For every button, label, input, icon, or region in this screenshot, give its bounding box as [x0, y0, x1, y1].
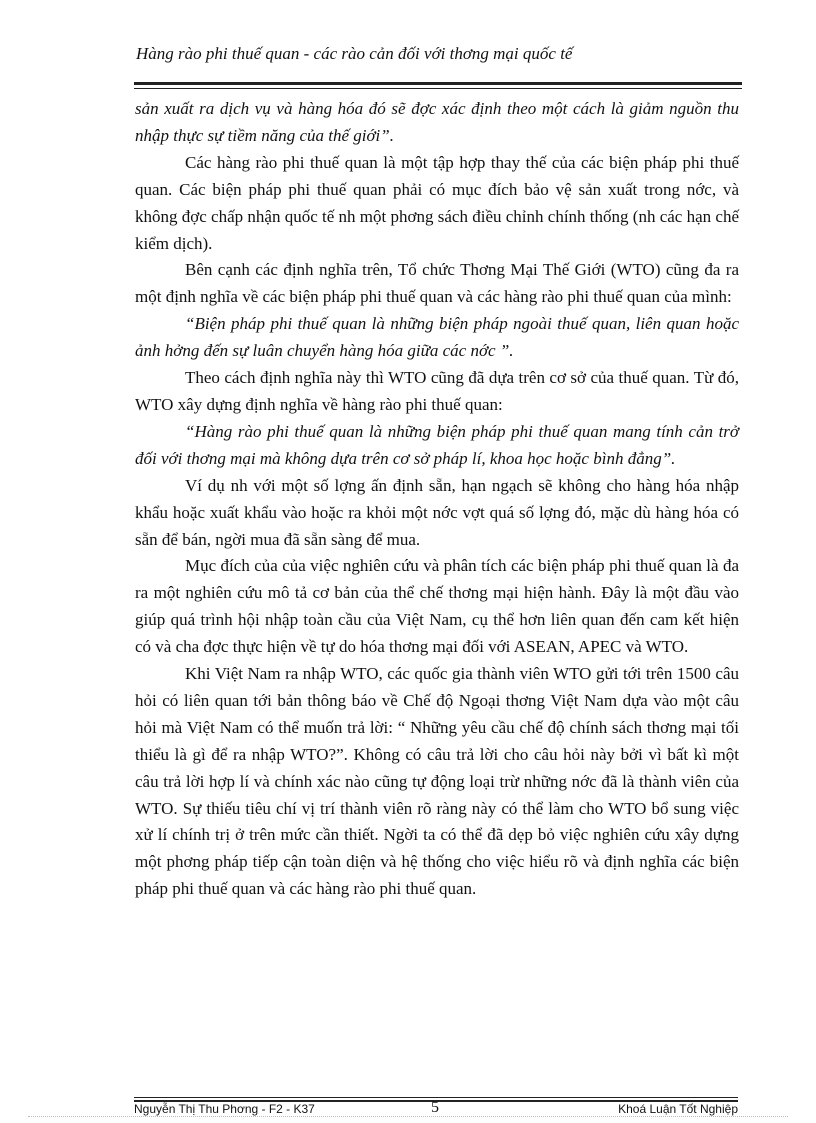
footer-document-type: Khoá Luận Tốt Nghiệp — [618, 1102, 738, 1116]
header-divider-thin — [134, 88, 742, 89]
paragraph-ntb-definition: Các hàng rào phi thuế quan là một tập hợp thay thế của các biện pháp phi thuế quan. Các biện pháp phi thuế quan phải có mục đích bảo vệ sản xuất trong nớc, và không đợc chấp nhận quốc tế nh một phơng sách điều chỉnh chính thống (nh các hạn chế kiểm dịch). — [135, 152, 739, 253]
paragraph-quota-example: Ví dụ nh với một số lợng ấn định sẵn, hạn ngạch sẽ không cho hàng hóa nhập khẩu hoặc xuất khẩu vào hoặc ra khỏi một nớc vợt quá số lợng đó, mặc dù hàng hóa có sẵn để bán, ngời mua đã sẵn sàng để mua. — [135, 475, 739, 549]
paragraph-wto-intro: Bên cạnh các định nghĩa trên, Tổ chức Thơng Mại Thế Giới (WTO) cũng đa ra một định nghĩa về các biện pháp phi thuế quan và các hàng rào phi thuế quan của mình: — [135, 260, 739, 307]
page-footer — [134, 1099, 738, 1120]
paragraph-research-purpose: Mục đích của của việc nghiên cứu và phân tích các biện pháp phi thuế quan là đa ra một nghiên cứu mô tả cơ bản của thể chế thơng mại hiện hành. Đây là một đầu vào giúp quá trình hội nhập toàn cầu của Việt Nam, cụ thể hơn liên quan đến cam kết hiện có và cha đợc thực hiện về tự do hóa thơng mại đối với ASEAN, APEC và WTO. — [135, 556, 739, 657]
page-body — [135, 96, 739, 903]
paragraph-wto-accession: Khi Việt Nam ra nhập WTO, các quốc gia thành viên WTO gửi tới trên 1500 câu hỏi có liên quan tới bản thông báo về Chế độ Ngoại thơng Việt Nam dựa vào một câu hỏi mà Việt Nam có thể muốn trả lời: “ Những yêu cầu chế độ chính sách thơng mại tối thiểu là gì để ra nhập WTO?”. Không có câu trả lời cho câu hỏi này bởi vì bất kì một câu trả lời hợp lí và chính xác nào cũng tự động loại trừ những nớc đã là thành viên của WTO. Sự thiếu tiêu chí vị trí thành viên rõ ràng này có thể làm cho WTO bổ sung việc xử lí chính trị ở trên mức cần thiết. Ngời ta có thể đã dẹp bỏ việc nghiên cứu xây dựng một phơng pháp tiếp cận toàn diện và hệ thống cho việc hiểu rõ và định nghĩa các biện pháp phi thuế quan và các hàng rào phi thuế quan. — [135, 664, 739, 899]
paragraph-wto-basis: Theo cách định nghĩa này thì WTO cũng đã dựa trên cơ sở của thuế quan. Từ đó, WTO xây dựng định nghĩa về hàng rào phi thuế quan: — [135, 368, 739, 414]
quote-ntm-definition: “Biện pháp phi thuế quan là những biện pháp ngoài thuế quan, liên quan hoặc ảnh hởng đến sự luân chuyển hàng hóa giữa các nớc ”. — [135, 314, 739, 361]
running-header: Hàng rào phi thuế quan - các rào cản đối với thơng mại quốc tế — [136, 44, 573, 63]
header-divider-thick — [134, 82, 742, 85]
footer-divider-thin — [134, 1097, 738, 1098]
footer-author: Nguyễn Thị Thu Phơng - F2 - K37 — [134, 1102, 315, 1116]
page-bottom-dotted-line — [28, 1116, 788, 1117]
quote-ntb-definition: “Hàng rào phi thuế quan là những biện pháp phi thuế quan mang tính cản trở đối với thơng mại mà không dựa trên cơ sở pháp lí, khoa học hoặc bình đẳng”. — [135, 421, 739, 468]
page-number: 5 — [431, 1099, 439, 1116]
continued-quote: sản xuất ra dịch vụ và hàng hóa đó sẽ đợc xác định theo một cách là giảm nguồn thu nhập thực sự tiềm năng của thế giới”. — [135, 99, 739, 145]
